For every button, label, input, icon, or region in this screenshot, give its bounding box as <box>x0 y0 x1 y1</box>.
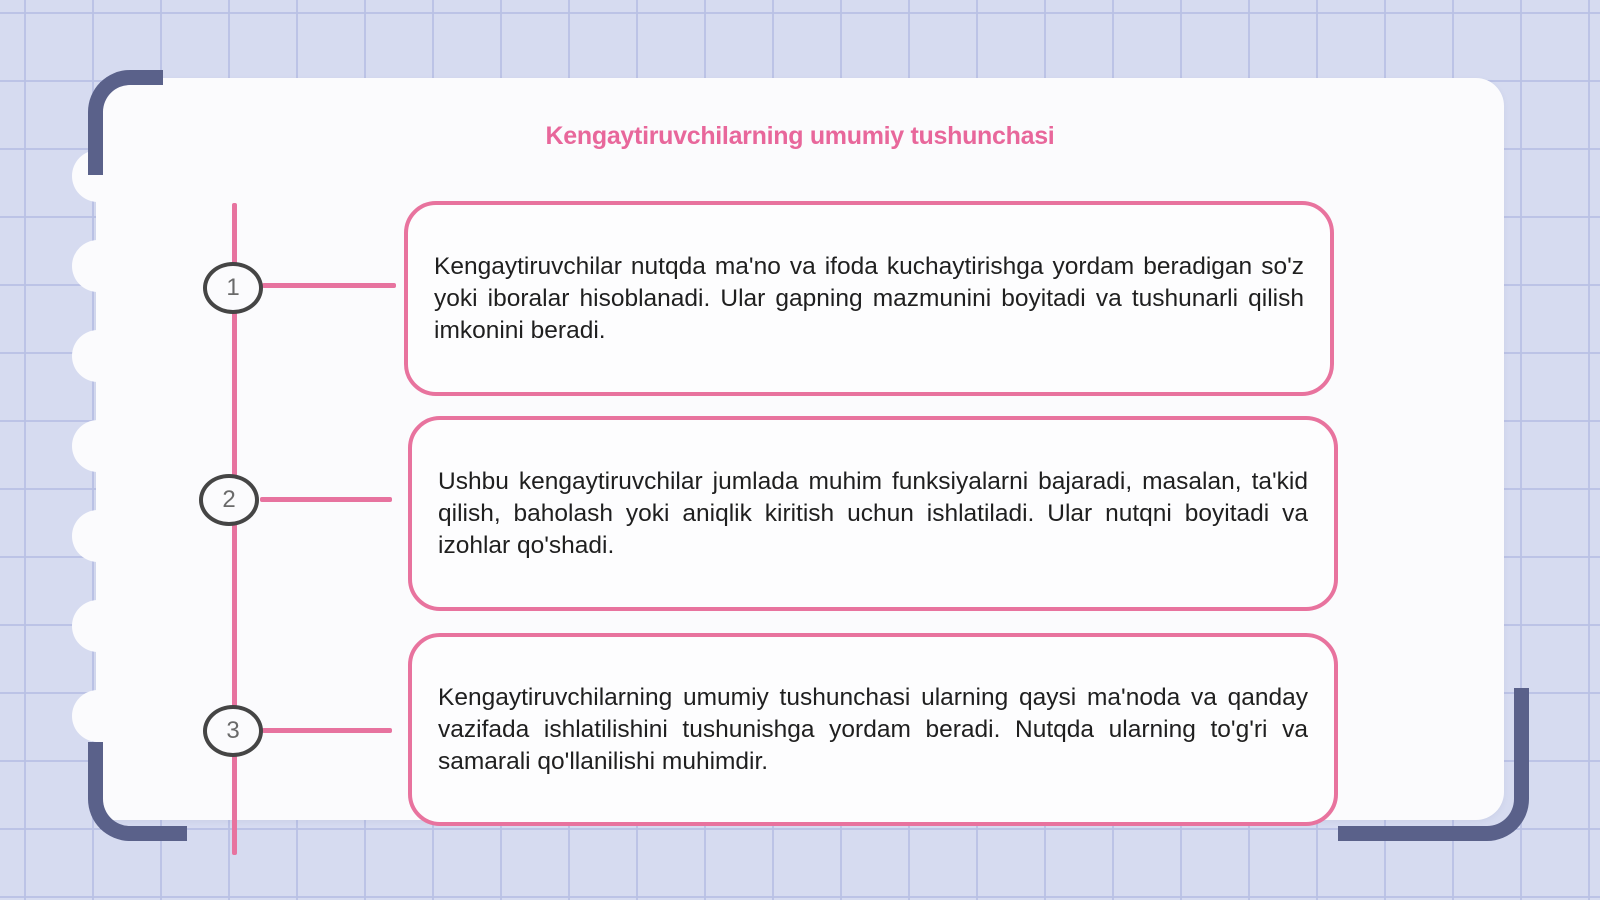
step-number-3: 3 <box>203 705 263 757</box>
paper-scallop <box>72 420 124 472</box>
step-number-2: 2 <box>199 474 259 526</box>
step-card-text: Ushbu kengaytiruvchilar jumlada muhim funksiyalarni bajaradi, masalan, ta'kid qilish, baholash yoki aniqlik kiritish uchun ishlatiladi. Ular nutqni boyitadi va izohlar qo'shadi. <box>438 467 1308 559</box>
frame-corner-bottom-right <box>1338 688 1529 841</box>
frame-corner-bottom-left <box>88 742 187 841</box>
step-card-2 <box>408 416 1338 611</box>
paper-scallop <box>72 330 124 382</box>
step-number-1: 1 <box>203 262 263 314</box>
step-connector <box>262 283 396 288</box>
step-connector <box>260 497 392 502</box>
paper-scallop <box>72 600 124 652</box>
step-card-text: Kengaytiruvchilarning umumiy tushunchasi ularning qaysi ma'noda va qanday vazifada ishlatilishini tushunishga yordam beradi. Nutqda ularning to'g'ri va samarali qo'llanilishi muhimdir. <box>438 683 1308 775</box>
step-card-text: Kengaytiruvchilar nutqda ma'no va ifoda kuchaytirishga yordam beradigan so'z yoki iboralar hisoblanadi. Ular gapning mazmunini boyitadi va tushunarli qilish imkonini beradi. <box>434 252 1304 344</box>
slide-title: Kengaytiruvchilarning umumiy tushunchasi <box>545 122 1055 150</box>
paper-scallop <box>72 690 124 742</box>
step-card-3 <box>408 633 1338 826</box>
paper-scallop <box>72 510 124 562</box>
step-card-1 <box>404 201 1334 396</box>
step-connector <box>262 728 392 733</box>
paper-scallop <box>72 240 124 292</box>
